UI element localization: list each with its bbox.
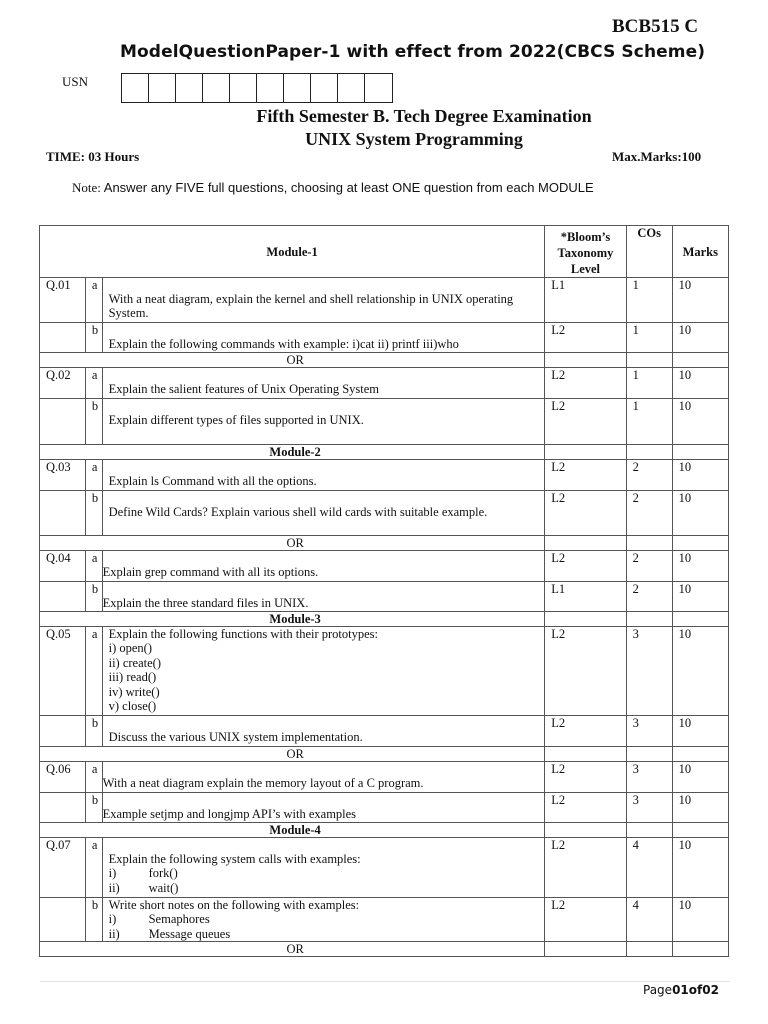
- list-item: iv) write(): [108, 684, 160, 699]
- blooms-level: L2: [545, 898, 626, 942]
- question-text: [102, 627, 545, 716]
- marks-value: 10: [672, 582, 728, 612]
- table-row: [40, 898, 729, 942]
- or-label: OR: [40, 536, 545, 551]
- marks-value: 10: [672, 838, 728, 898]
- sub-part: a: [85, 762, 102, 793]
- blooms-level: L2: [545, 323, 626, 353]
- question-text: Define Wild Cards? Explain various shell wild cards with suitable example.: [102, 491, 545, 536]
- or-label: OR: [40, 353, 545, 368]
- marks-value: 10: [672, 793, 728, 823]
- module-4-heading: Module-4: [40, 823, 545, 838]
- or-row: [40, 536, 729, 551]
- item-text: Message queues: [148, 926, 231, 941]
- module-3-heading: Module-3: [40, 612, 545, 627]
- question-number: Q.07: [40, 838, 86, 898]
- module-heading: Module-1: [40, 226, 545, 278]
- table-row: [40, 793, 729, 823]
- blooms-level: L1: [545, 278, 626, 323]
- table-row: [40, 716, 729, 747]
- table-row: [40, 278, 729, 323]
- sub-part: b: [85, 491, 102, 536]
- exam-duration: TIME: 03 Hours: [46, 149, 140, 164]
- module-row: [40, 823, 729, 838]
- sub-part: b: [85, 898, 102, 942]
- notes-list: [109, 912, 545, 941]
- marks-value: 10: [672, 368, 728, 399]
- usn-label: USN: [62, 74, 89, 89]
- question-text-line: Explain the following functions with their prototypes:: [108, 627, 379, 641]
- marks-value: 10: [672, 551, 728, 582]
- item-text: fork(): [148, 866, 178, 880]
- paper-title: ModelQuestionPaper-1 with effect from 2022(CBCS Scheme): [120, 42, 706, 62]
- or-label: OR: [40, 747, 545, 762]
- marks-value: 10: [672, 627, 728, 716]
- co-value: 3: [626, 627, 672, 716]
- note: [72, 180, 594, 196]
- exam-title: Fifth Semester B. Tech Degree Examination: [256, 106, 592, 126]
- usn-box[interactable]: [311, 74, 338, 102]
- usn-box[interactable]: [203, 74, 230, 102]
- question-text: [102, 898, 545, 942]
- usn-box[interactable]: [338, 74, 365, 102]
- question-text: With a neat diagram explain the memory layout of a C program.: [102, 762, 545, 793]
- list-item: ii) create(): [108, 655, 161, 670]
- footer-divider: [40, 981, 730, 982]
- item-number: ii): [108, 926, 120, 941]
- sub-part: a: [85, 627, 102, 716]
- blooms-level: L2: [545, 460, 626, 491]
- question-number: Q.03: [40, 460, 86, 491]
- co-value: 2: [626, 582, 672, 612]
- table-row: [40, 399, 729, 445]
- item-text: Semaphores: [148, 912, 210, 926]
- question-text: Explain ls Command with all the options.: [102, 460, 545, 491]
- item-number: i): [108, 866, 117, 880]
- table-row: [40, 491, 729, 536]
- page-total: 02: [702, 983, 719, 997]
- function-list: [109, 641, 545, 714]
- table-row: [40, 460, 729, 491]
- list-item: v) close(): [108, 699, 157, 713]
- marks-value: 10: [672, 762, 728, 793]
- blooms-level: L2: [545, 762, 626, 793]
- question-number: Q.06: [40, 762, 86, 793]
- syscall-list: [109, 866, 545, 895]
- blooms-level: L2: [545, 716, 626, 747]
- subject-title: UNIX System Programming: [305, 129, 523, 149]
- table-row: [40, 323, 729, 353]
- question-text: Explain the three standard files in UNIX.: [102, 582, 545, 612]
- module-2-heading: Module-2: [40, 445, 545, 460]
- module-row: [40, 612, 729, 627]
- blooms-level: L2: [545, 491, 626, 536]
- usn-box[interactable]: [257, 74, 284, 102]
- usn-box[interactable]: [230, 74, 257, 102]
- question-text: Explain the following commands with example: i)cat ii) printf iii)who: [102, 323, 545, 353]
- blooms-level: L2: [545, 793, 626, 823]
- co-value: 4: [626, 898, 672, 942]
- co-value: 1: [626, 399, 672, 445]
- marks-value: 10: [672, 460, 728, 491]
- sub-part: a: [85, 551, 102, 582]
- sub-part: a: [85, 838, 102, 898]
- co-value: 1: [626, 323, 672, 353]
- list-item: i) open(): [108, 641, 152, 655]
- blooms-level: L2: [545, 627, 626, 716]
- co-value: 2: [626, 460, 672, 491]
- table-row: [40, 368, 729, 399]
- question-number: Q.01: [40, 278, 86, 323]
- co-value: 1: [626, 368, 672, 399]
- page-prefix: Page: [643, 983, 673, 997]
- sub-part: a: [85, 460, 102, 491]
- paper-code: BCB515 C: [612, 16, 699, 37]
- co-value: 2: [626, 491, 672, 536]
- question-text: [102, 838, 545, 898]
- co-value: 1: [626, 278, 672, 323]
- question-text: Explain different types of files supported in UNIX.: [102, 399, 545, 445]
- blooms-level: L2: [545, 551, 626, 582]
- table-row: [40, 762, 729, 793]
- sub-part: b: [85, 793, 102, 823]
- sub-part: b: [85, 323, 102, 353]
- page-of: of: [688, 983, 703, 997]
- blooms-level: L1: [545, 582, 626, 612]
- usn-box[interactable]: [284, 74, 311, 102]
- or-label: OR: [40, 942, 545, 957]
- usn-boxes[interactable]: [121, 73, 393, 103]
- max-marks: Max.Marks:100: [612, 149, 702, 164]
- usn-box[interactable]: [149, 74, 176, 102]
- table-row: [40, 551, 729, 582]
- page-number: [643, 983, 719, 997]
- question-text: Discuss the various UNIX system implementation.: [102, 716, 545, 747]
- cos-heading: COs: [626, 226, 672, 278]
- sub-part: b: [85, 399, 102, 445]
- marks-value: 10: [672, 278, 728, 323]
- sub-part: b: [85, 582, 102, 612]
- usn-box[interactable]: [122, 74, 149, 102]
- question-number: Q.04: [40, 551, 86, 582]
- question-text-line: Explain the following system calls with examples:: [108, 852, 361, 866]
- list-item: [109, 881, 545, 896]
- marks-heading: Marks: [672, 226, 728, 278]
- page-current: 01: [672, 983, 689, 997]
- co-value: 3: [626, 793, 672, 823]
- sub-part: a: [85, 368, 102, 399]
- note-text: Answer any FIVE full questions, choosing at least ONE question from each MODULE: [100, 180, 594, 195]
- question-text: Explain grep command with all its options.: [102, 551, 545, 582]
- marks-value: 10: [672, 898, 728, 942]
- co-value: 3: [626, 762, 672, 793]
- list-item: [109, 866, 545, 881]
- module-row: [40, 445, 729, 460]
- sub-part: a: [85, 278, 102, 323]
- sub-part: b: [85, 716, 102, 747]
- question-table: [39, 225, 729, 957]
- table-row: [40, 838, 729, 898]
- co-value: 4: [626, 838, 672, 898]
- or-row: [40, 942, 729, 957]
- table-row: [40, 582, 729, 612]
- marks-value: 10: [672, 491, 728, 536]
- item-number: i): [108, 912, 117, 926]
- blooms-level: L2: [545, 368, 626, 399]
- table-header-row: [40, 226, 729, 278]
- or-row: [40, 747, 729, 762]
- list-item: [109, 912, 545, 927]
- blooms-level: L2: [545, 838, 626, 898]
- note-label: Note:: [72, 180, 101, 195]
- or-row: [40, 353, 729, 368]
- usn-box[interactable]: [176, 74, 203, 102]
- marks-value: 10: [672, 716, 728, 747]
- co-value: 2: [626, 551, 672, 582]
- co-value: 3: [626, 716, 672, 747]
- marks-value: 10: [672, 323, 728, 353]
- blooms-level: L2: [545, 399, 626, 445]
- item-number: ii): [108, 880, 120, 895]
- marks-value: 10: [672, 399, 728, 445]
- question-text: Explain the salient features of Unix Operating System: [102, 368, 545, 399]
- question-text: Example setjmp and longjmp API’s with examples: [102, 793, 545, 823]
- blooms-heading: *Bloom’s Taxonomy Level: [545, 226, 626, 278]
- usn-box[interactable]: [365, 74, 392, 102]
- question-text: With a neat diagram, explain the kernel and shell relationship in UNIX operating System.: [102, 278, 545, 323]
- question-text-line: Write short notes on the following with examples:: [108, 898, 360, 912]
- item-text: wait(): [148, 880, 179, 895]
- table-row: [40, 627, 729, 716]
- list-item: iii) read(): [108, 670, 157, 684]
- list-item: [109, 927, 545, 942]
- question-number: Q.05: [40, 627, 86, 716]
- question-number: Q.02: [40, 368, 86, 399]
